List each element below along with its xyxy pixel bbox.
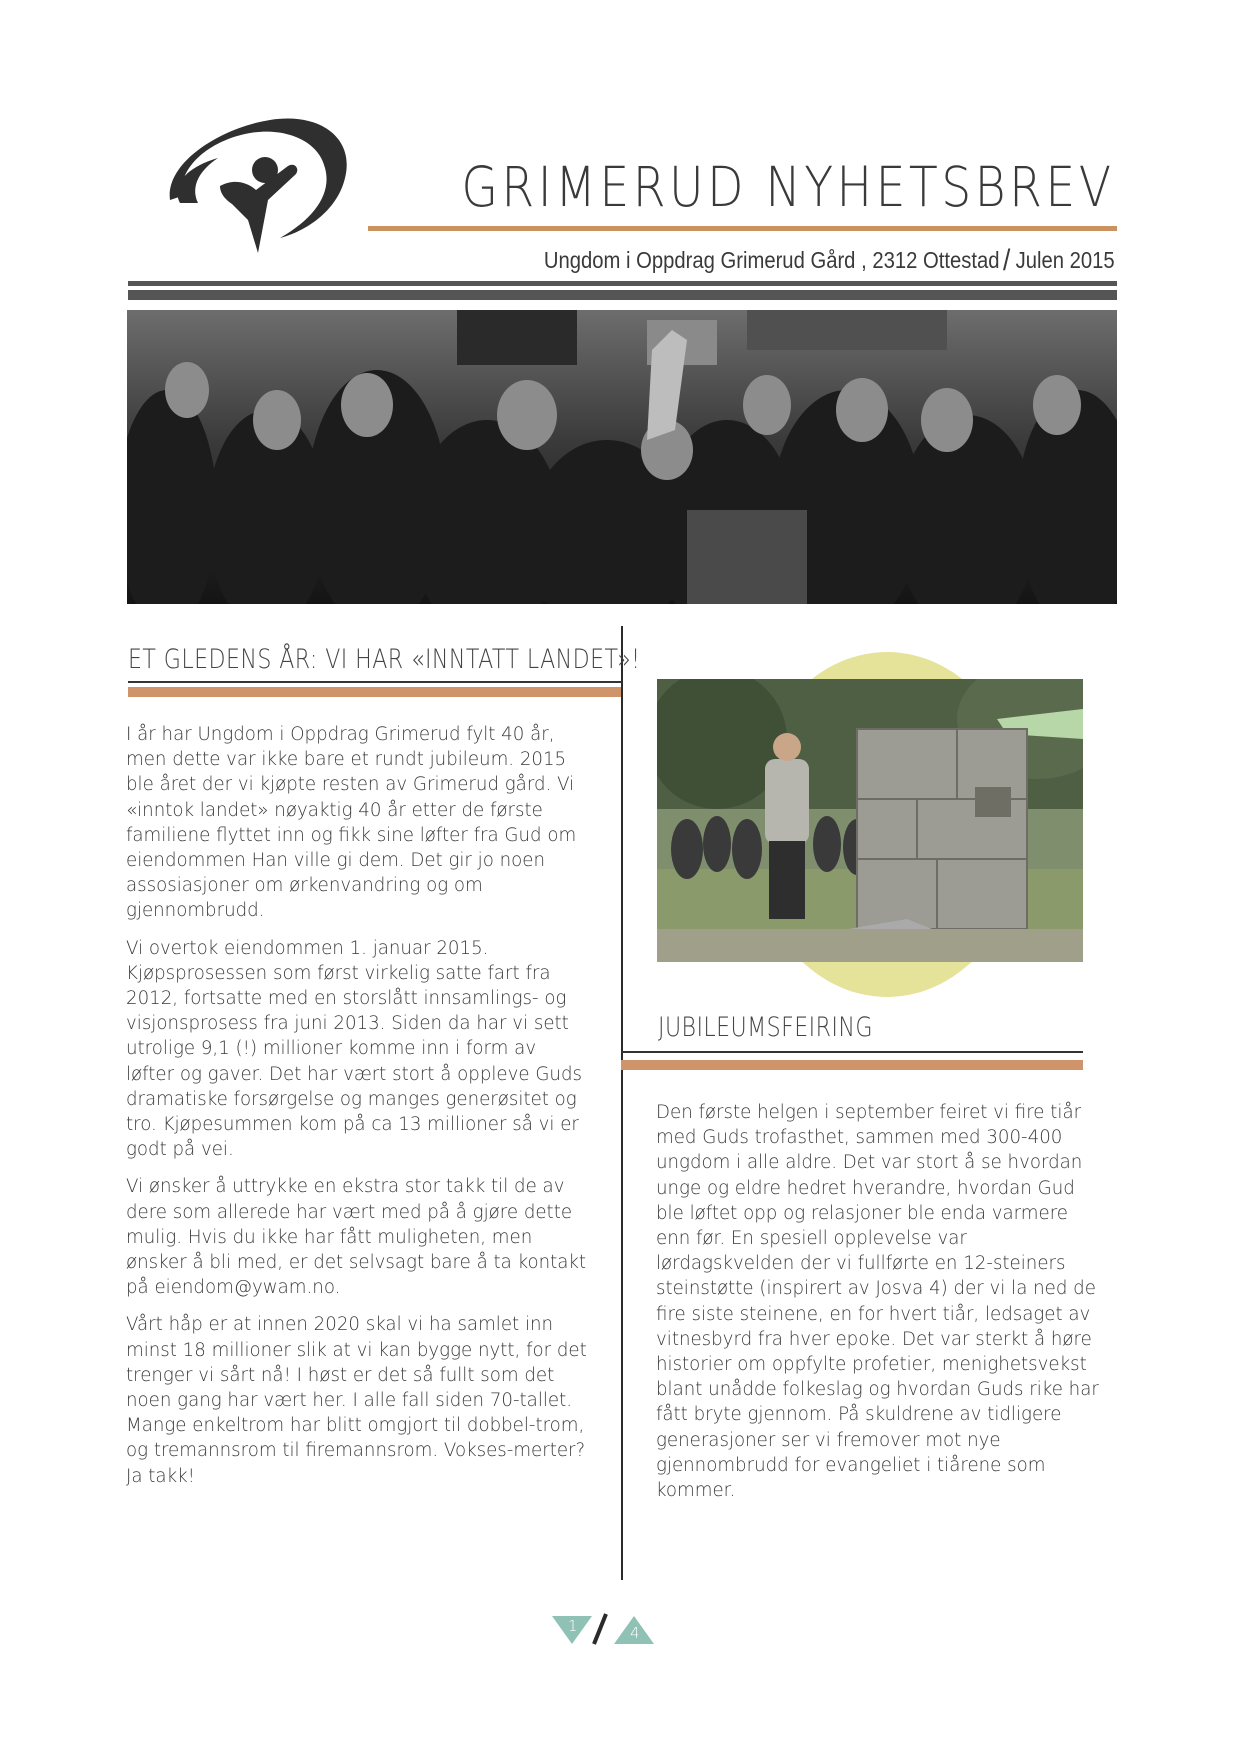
edition-text: Julen 2015 — [1015, 247, 1115, 273]
header-rule — [128, 281, 1117, 286]
total-pages-number: 4 — [630, 1624, 640, 1642]
ywam-logo — [160, 108, 350, 258]
article-body-right — [656, 1100, 1106, 1515]
address-text: Ungdom i Oppdrag Grimerud Gård , 2312 Ottestad — [544, 247, 1000, 273]
header-rule-thick — [128, 290, 1117, 300]
heading-underline — [621, 1051, 1083, 1053]
current-page-number: 1 — [568, 1617, 578, 1635]
article-body-left — [126, 722, 588, 1501]
newsletter-title: GRIMERUD NYHETSBREV — [461, 155, 1115, 219]
slash-divider: / — [1003, 244, 1011, 277]
heading-accent-bar — [621, 1060, 1083, 1070]
paragraph: Vi overtok eiendommen 1. januar 2015. Kjøpsprosessen som først virkelig satte fart fra 2012, fortsatte med en storslått innsamlings- og visjonsprosess fra juni 2013. Siden da har vi sett utrolige 9,1 (!) millioner komme inn i form av løfter og gaver. Det har vært stort å oppleve Guds dramatiske forsørgelse og manges generøsitet og tro. Kjøpesummen kom på ca 13 millioner så vi er godt på vei. — [126, 937, 582, 1161]
article-heading: ET GLEDENS ÅR: VI HAR «INNTATT LANDET»! — [128, 644, 641, 675]
paragraph: I år har Ungdom i Oppdrag Grimerud fylt 40 år, men dette var ikke bare et rundt jubileum. 2015 ble året der vi kjøpte resten av Grimerud gård. Vi «inntok landet» nøyaktig 40 år etter de første familiene flyttet inn og fikk sine løfter fra Gud om eiendommen Han ville gi dem. Det gir jo noen assosiasjoner om ørkenvandring og om gjennombrudd. — [126, 724, 577, 922]
column-divider — [621, 626, 623, 1580]
heading-underline — [128, 681, 621, 683]
paragraph: Vi ønsker å uttrykke en ekstra stor takk til de av dere som allerede har vært med på å gjøre dette mulig. Hvis du ikke har fått muligheten, men ønsker å bli med, er det selvsagt bare å ta kontakt på eiendom@ywam.no. — [126, 1176, 587, 1299]
paragraph: Den første helgen i september feiret vi fire tiår med Guds trofasthet, sammen med 300-400 ungdom i alle aldre. Det var stort å se hvordan unge og eldre hedret hverandre, hvordan Gud ble løftet opp og relasjoner ble enda varmere enn før. En spesiell opplevelse var lørdagskvelden der vi fullførte en 12-steiners steinstøtte (inspirert av Josva 4) der vi la ned de fire siste steinene, en for hvert tiår, ledsaget av vitnesbyrd fra hver epoke. Det var sterkt å høre historier om oppfylte profetier, menighetsvekst blant unådde folkeslag og hvordan Guds rike har fått bryte gjennom. På skuldrene av tidligere generasjoner ser vi fremover mot nye gjennombrudd for evangeliet i tiårene som kommer. — [656, 1102, 1099, 1502]
article-heading: JUBILEUMSFEIRING — [658, 1012, 873, 1043]
paragraph: Vårt håp er at innen 2020 skal vi ha samlet inn minst 18 millioner slik at vi kan bygge nytt, for det trenger vi sårt nå! I høst er det så fullt som det noen gang har vært her. I alle fall siden 70-tallet. Mange enkeltrom har blitt omgjort til dobbel-trom, og tremannsrom til firemannsrom. Vokses-merter? Ja takk! — [126, 1314, 587, 1487]
page-indicator — [550, 1610, 670, 1650]
heading-accent-bar — [128, 687, 621, 697]
hero-photo — [127, 310, 1117, 604]
masthead-rule — [368, 226, 1117, 231]
jubilee-photo — [657, 679, 1083, 962]
masthead-subtitle — [544, 242, 1115, 276]
